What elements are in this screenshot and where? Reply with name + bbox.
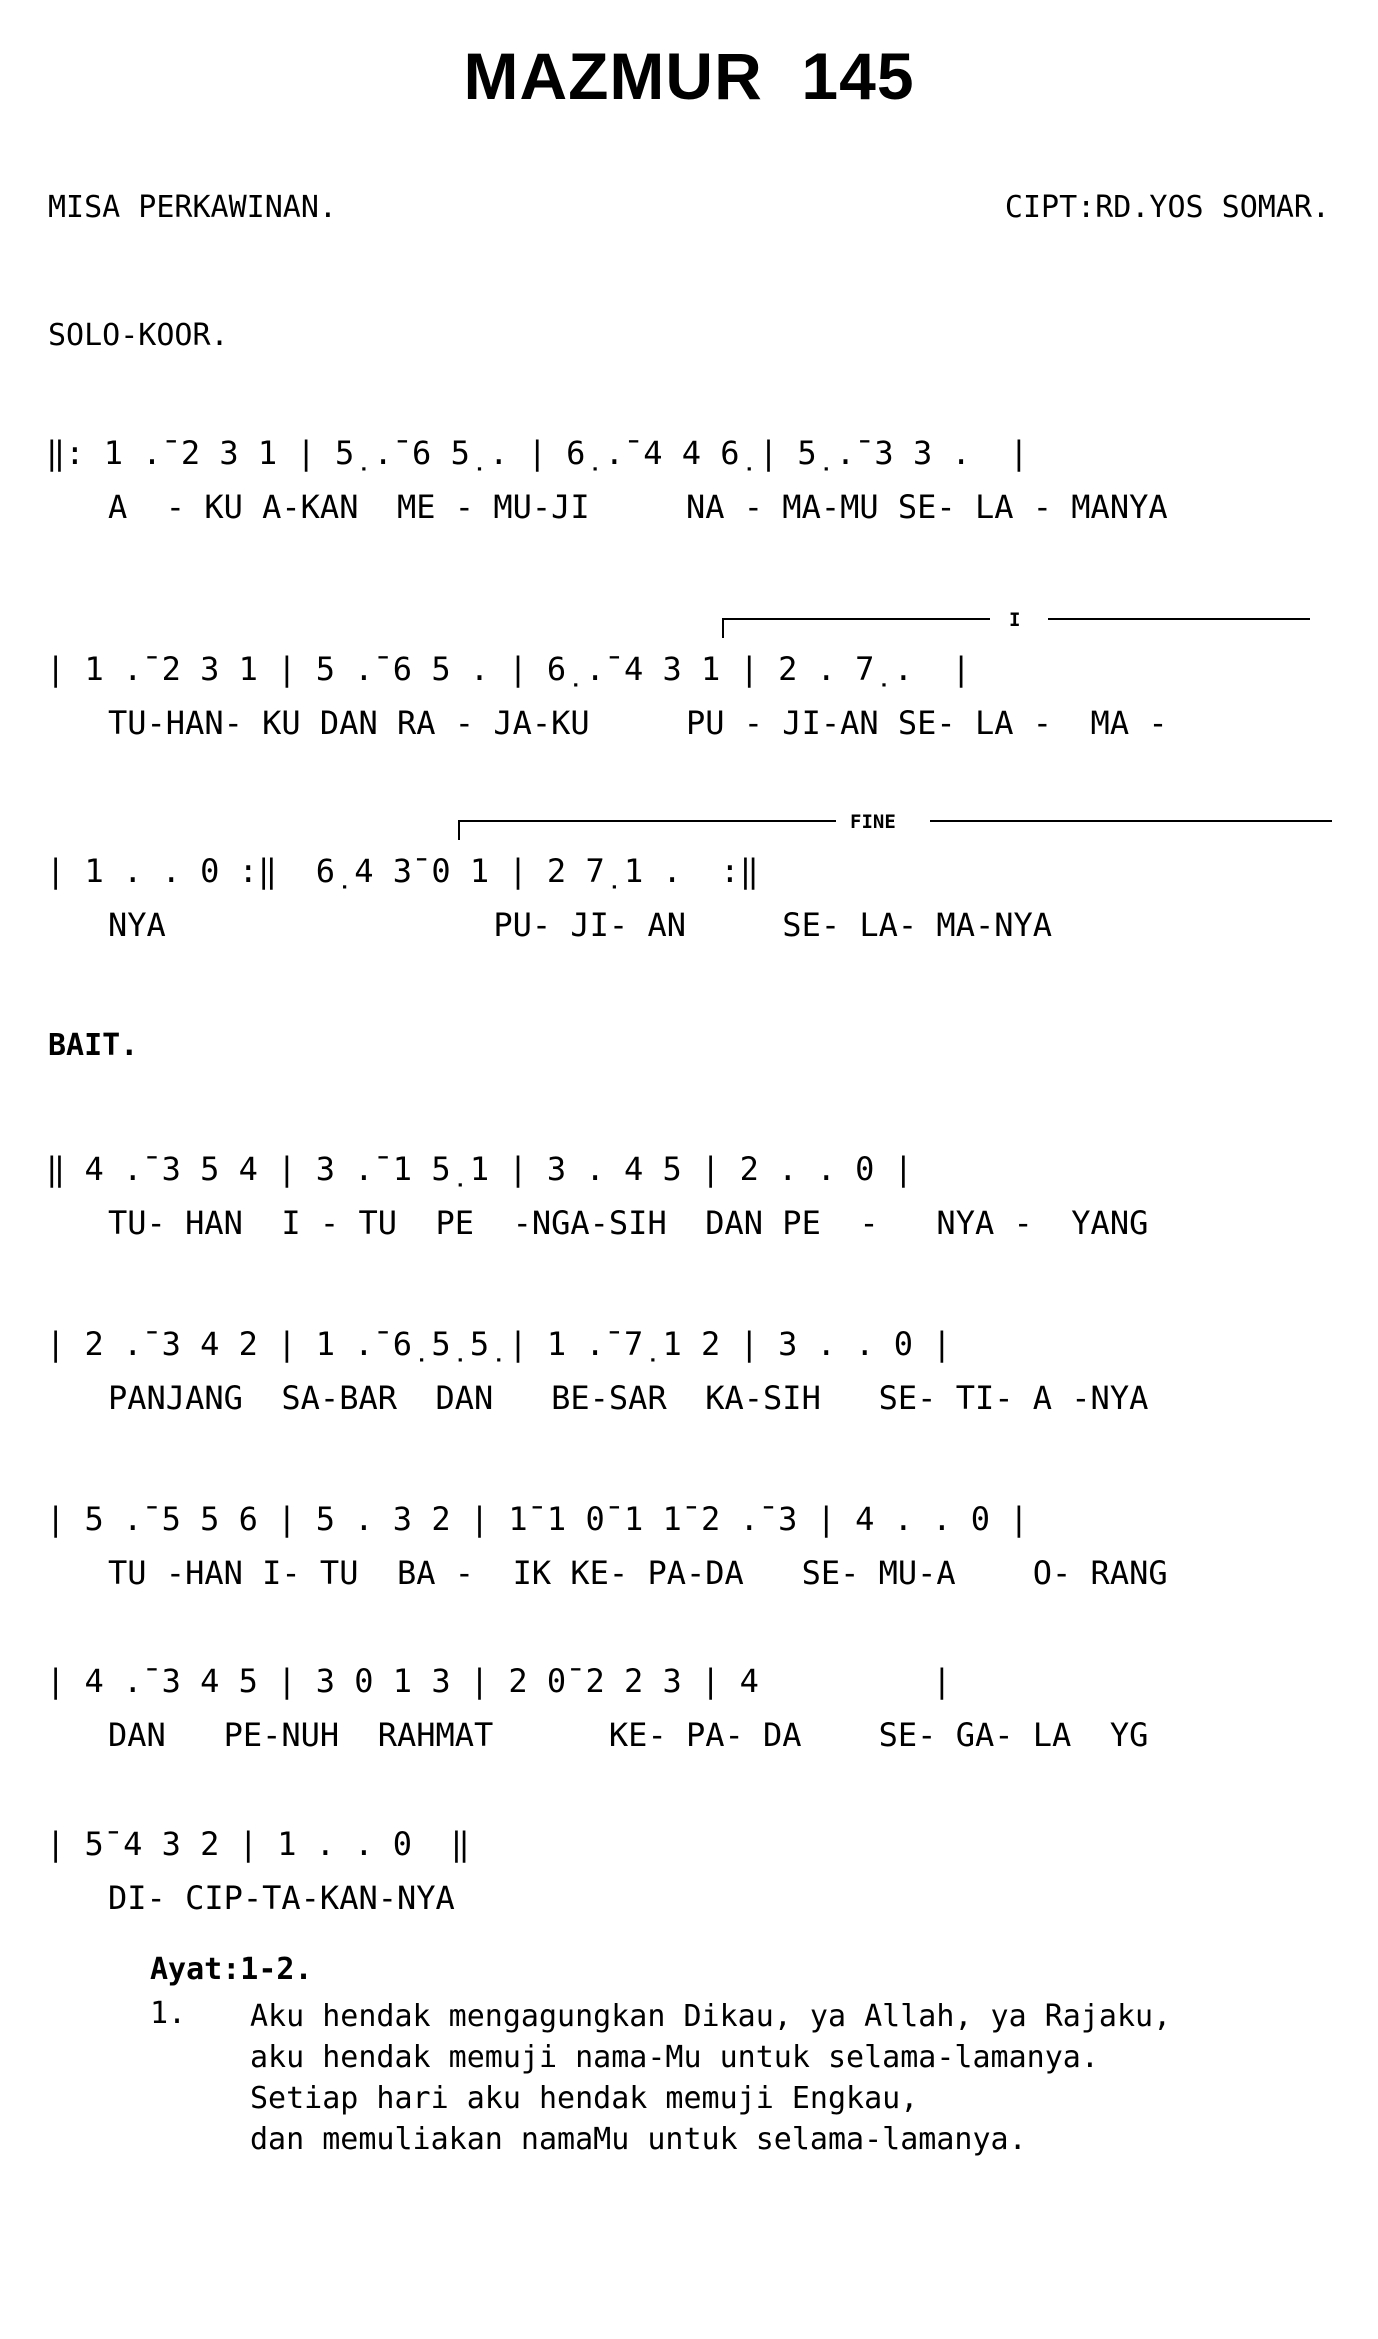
refrain-row-3	[0, 852, 1378, 962]
lyrics-line: DAN PE-NUH RAHMAT KE- PA- DA SE- GA- LA YG	[108, 1716, 1149, 1754]
ayat-line: Setiap hari aku hendak memuji Engkau,	[250, 2081, 919, 2116]
lyrics-line: TU-HAN- KU DAN RA - JA-KU PU - JI-AN SE- LA - MA -	[108, 704, 1168, 742]
lyrics-line: NYA PU- JI- AN SE- LA- MA-NYA	[108, 906, 1053, 944]
lyrics-line: TU- HAN I - TU PE -NGA-SIH DAN PE - NYA - YANG	[108, 1204, 1149, 1242]
ayat-text	[250, 1996, 1171, 2160]
notation-line: | 5 .¯5 5 6 | 5 . 3 2 | 1¯1 0¯1 1¯2 .¯3 | 4 . . 0 |	[46, 1500, 1029, 1538]
volta-label: I	[999, 609, 1030, 631]
ayat-number: 1.	[150, 1996, 187, 2031]
ayat-title: Ayat:1-2.	[150, 1952, 313, 1987]
bait-label: BAIT.	[48, 1028, 139, 1063]
ayat-line: Aku hendak mengagungkan Dikau, ya Allah, ya Rajaku,	[250, 1999, 1172, 2034]
bait-row-4	[0, 1662, 1378, 1772]
volta-bracket-right	[1048, 618, 1310, 638]
lyrics-line: A - KU A-KAN ME - MU-JI NA - MA-MU SE- LA - MANYA	[108, 488, 1168, 526]
refrain-row-1	[0, 434, 1378, 544]
refrain-row-2	[0, 650, 1378, 760]
ayat-line: aku hendak memuji nama-Mu untuk selama-lamanya.	[250, 2040, 1099, 2075]
ayat-line: dan memuliakan namaMu untuk selama-lamanya.	[250, 2122, 1027, 2157]
bait-row-2	[0, 1325, 1378, 1435]
composer-credit: CIPT:RD.YOS SOMAR.	[1004, 190, 1330, 225]
volta-bracket-left	[722, 618, 990, 638]
notation-line: | 5¯4 3 2 | 1 . . 0 ‖	[46, 1825, 470, 1863]
notation-line: | 4 .¯3 4 5 | 3 0 1 3 | 2 0¯2 2 3 | 4 |	[46, 1662, 952, 1700]
bait-row-5	[0, 1825, 1378, 1935]
mass-label: MISA PERKAWINAN.	[48, 190, 337, 225]
notation-line: | 2 .¯3 4 2 | 1 .¯6̣ 5̣ 5̣ | 1 .¯7̣ 1 2 | 3 . . 0 |	[46, 1325, 952, 1363]
notation-line: ‖: 1 .¯2 3 1 | 5̣ .¯6 5̣ . | 6̣ .¯4 4 6̣ | 5̣ .¯3 3 . |	[46, 434, 1029, 472]
fine-bracket-left	[458, 820, 836, 840]
voice-label: SOLO-KOOR.	[48, 318, 229, 353]
notation-line: | 1 .¯2 3 1 | 5 .¯6 5 . | 6̣ .¯4 3 1 | 2 . 7̣ . |	[46, 650, 971, 688]
lyrics-line: DI- CIP-TA-KAN-NYA	[108, 1879, 455, 1917]
fine-bracket-right	[930, 820, 1332, 840]
page-title: MAZMUR 145	[463, 39, 915, 113]
notation-line: ‖ 4 .¯3 5 4 | 3 .¯1 5̣ 1 | 3 . 4 5 | 2 . . 0 |	[46, 1150, 913, 1188]
fine-label: FINE	[840, 811, 906, 833]
lyrics-line: PANJANG SA-BAR DAN BE-SAR KA-SIH SE- TI- A -NYA	[108, 1379, 1149, 1417]
bait-row-1	[0, 1150, 1378, 1260]
notation-line: | 1 . . 0 :‖ 6̣ 4 3¯0 1 | 2 7̣ 1 . :‖	[46, 852, 759, 890]
bait-row-3	[0, 1500, 1378, 1610]
lyrics-line: TU -HAN I- TU BA - IK KE- PA-DA SE- MU-A O- RANG	[108, 1554, 1168, 1592]
